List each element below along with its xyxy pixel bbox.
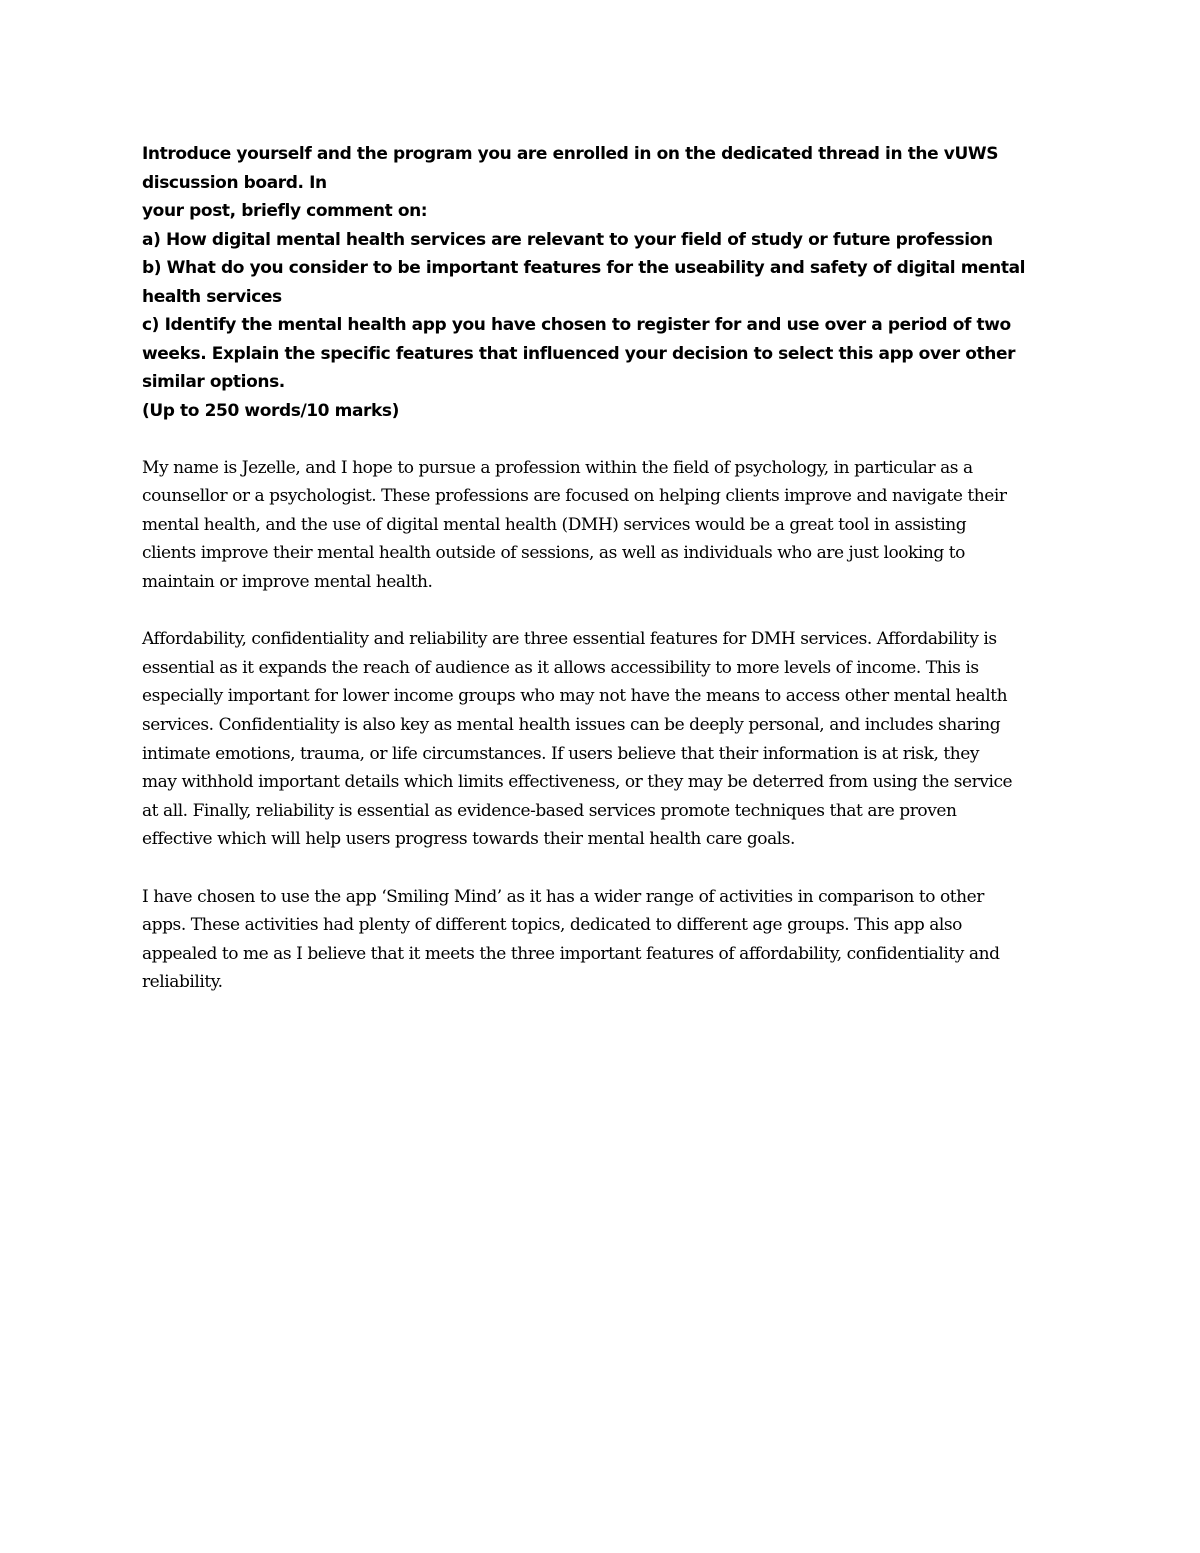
answer-line: Affordability, confidentiality and reliability are three essential features for DMH services. Affordability is [142,629,997,650]
prompt-line: discussion board. In [142,172,327,193]
answer-line: services. Confidentiality is also key as mental health issues can be deeply personal, and includes sharing [142,714,1001,735]
assignment-prompt [142,140,1072,425]
prompt-line: similar options. [142,372,285,392]
answer-paragraph-3 [142,883,1072,997]
answer-line: appealed to me as I believe that it meets the three important features of affordability, confidentiality and [142,943,1000,964]
answer-paragraph-1 [142,454,1072,597]
prompt-line: health services [142,286,282,307]
answer-line: maintain or improve mental health. [142,571,433,592]
answer-line: apps. These activities had plenty of different topics, dedicated to different age groups. This app also [142,915,962,936]
answer-line: mental health, and the use of digital mental health (DMH) services would be a great tool in assisting [142,514,967,535]
answer-line: reliability. [142,972,223,993]
answer-line: counsellor or a psychologist. These professions are focused on helping clients improve and navigate their [142,486,1007,507]
paragraph-spacer [142,425,1072,454]
prompt-line: a) How digital mental health services are relevant to your field of study or future profession [142,229,993,250]
answer-line: may withhold important details which limits effectiveness, or they may be deterred from using the service [142,772,1013,793]
prompt-line: Introduce yourself and the program you are enrolled in on the dedicated thread in the vUWS [142,144,999,164]
prompt-line: (Up to 250 words/10 marks) [142,400,399,421]
prompt-line: b) What do you consider to be important features for the useability and safety of digital mental [142,258,1026,278]
paragraph-spacer [142,597,1072,626]
answer-line: at all. Finally, reliability is essential as evidence-based services promote techniques that are proven [142,800,957,821]
answer-line: I have chosen to use the app ‘Smiling Mind’ as it has a wider range of activities in comparison to other [142,886,984,907]
answer-line: effective which will help users progress towards their mental health care goals. [142,829,795,850]
answer-line: especially important for lower income groups who may not have the means to access other mental health [142,686,1008,707]
answer-line: My name is Jezelle, and I hope to pursue a profession within the field of psychology, in particular as a [142,457,973,478]
prompt-line: c) Identify the mental health app you have chosen to register for and use over a period of two [142,315,1011,335]
answer-paragraph-2 [142,625,1072,854]
paragraph-spacer [142,854,1072,883]
answer-line: clients improve their mental health outside of sessions, as well as individuals who are just looking to [142,543,965,564]
prompt-line: your post, briefly comment on: [142,201,428,221]
answer-line: essential as it expands the reach of audience as it allows accessibility to more levels of income. This is [142,657,979,678]
answer-line: intimate emotions, trauma, or life circumstances. If users believe that their information is at risk, they [142,743,980,764]
prompt-line: weeks. Explain the specific features that influenced your decision to select this app over other [142,343,1016,364]
document-page [142,140,1072,997]
